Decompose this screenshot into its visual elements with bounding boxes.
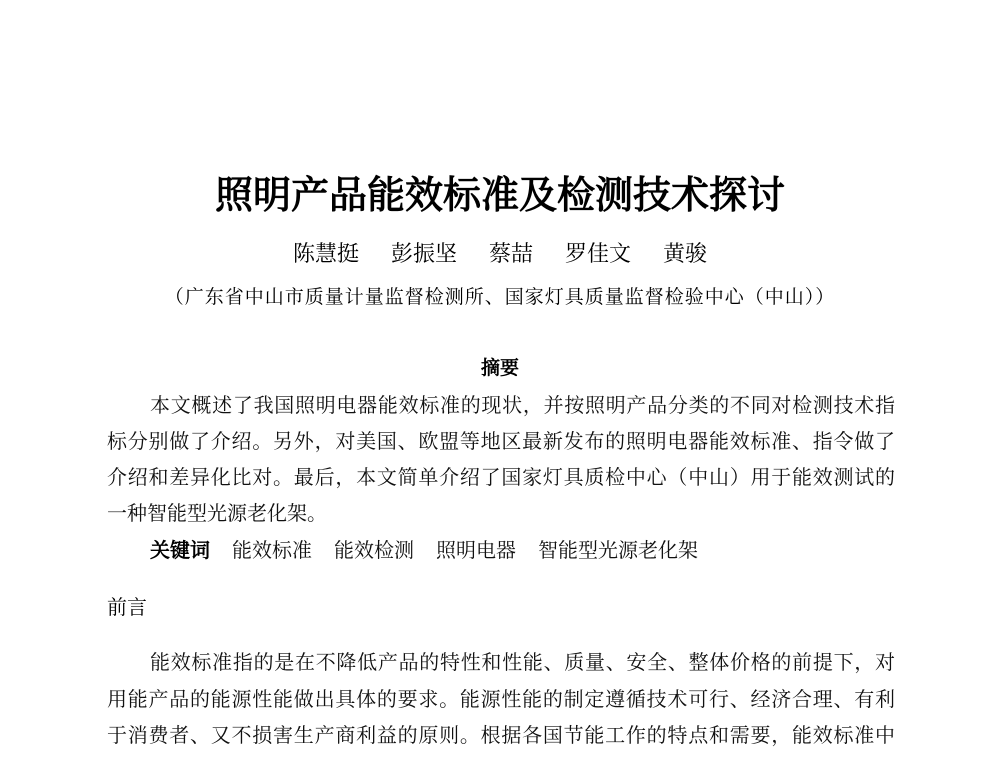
preface-line: 能效标准指的是在不降低产品的特性和性能、质量、安全、整体价格的前提下，对 [150,650,895,674]
keyword-item: 智能型光源老化架 [538,538,698,562]
abstract-line: 介绍和差异化比对。最后，本文简单介绍了国家灯具质检中心（中山）用于能效测试的 [107,465,895,489]
keywords-label: 关键词 [150,538,210,562]
author-name: 罗佳文 [565,242,632,267]
paper-title: 照明产品能效标准及检测技术探讨 [214,173,785,217]
author-affiliation: （广东省中山市质量计量监督检测所、国家灯具质量监督检验中心（中山）） [164,286,836,308]
author-list [0,240,1000,270]
preface-line: 用能产品的能源性能做出具体的要求。能源性能的制定遵循技术可行、经济合理、有利 [107,686,895,711]
abstract-line: 本文概述了我国照明电器能效标准的现状，并按照明产品分类的不同对检测技术指 [150,393,895,417]
preface-body [107,644,895,754]
keyword-item: 照明电器 [436,538,516,562]
abstract-heading: 摘要 [480,357,519,379]
abstract-line: 一种智能型光源老化架。 [107,501,327,525]
abstract-line: 标分别做了介绍。另外，对美国、欧盟等地区最新发布的照明电器能效标准、指令做了 [107,429,895,453]
keyword-item: 能效检测 [334,538,414,562]
author-name: 陈慧挺 [292,242,359,267]
preface-line: 于消费者、又不损害生产商利益的原则。根据各国节能工作的特点和需要，能效标准中 [107,723,895,747]
keyword-item: 能效标准 [232,538,312,562]
author-name: 彭振坚 [390,242,457,267]
author-name: 黄骏 [663,242,708,267]
abstract-body [107,387,895,531]
author-name: 蔡喆 [488,242,533,267]
keywords-row [150,532,698,568]
preface-heading: 前言 [107,595,147,619]
